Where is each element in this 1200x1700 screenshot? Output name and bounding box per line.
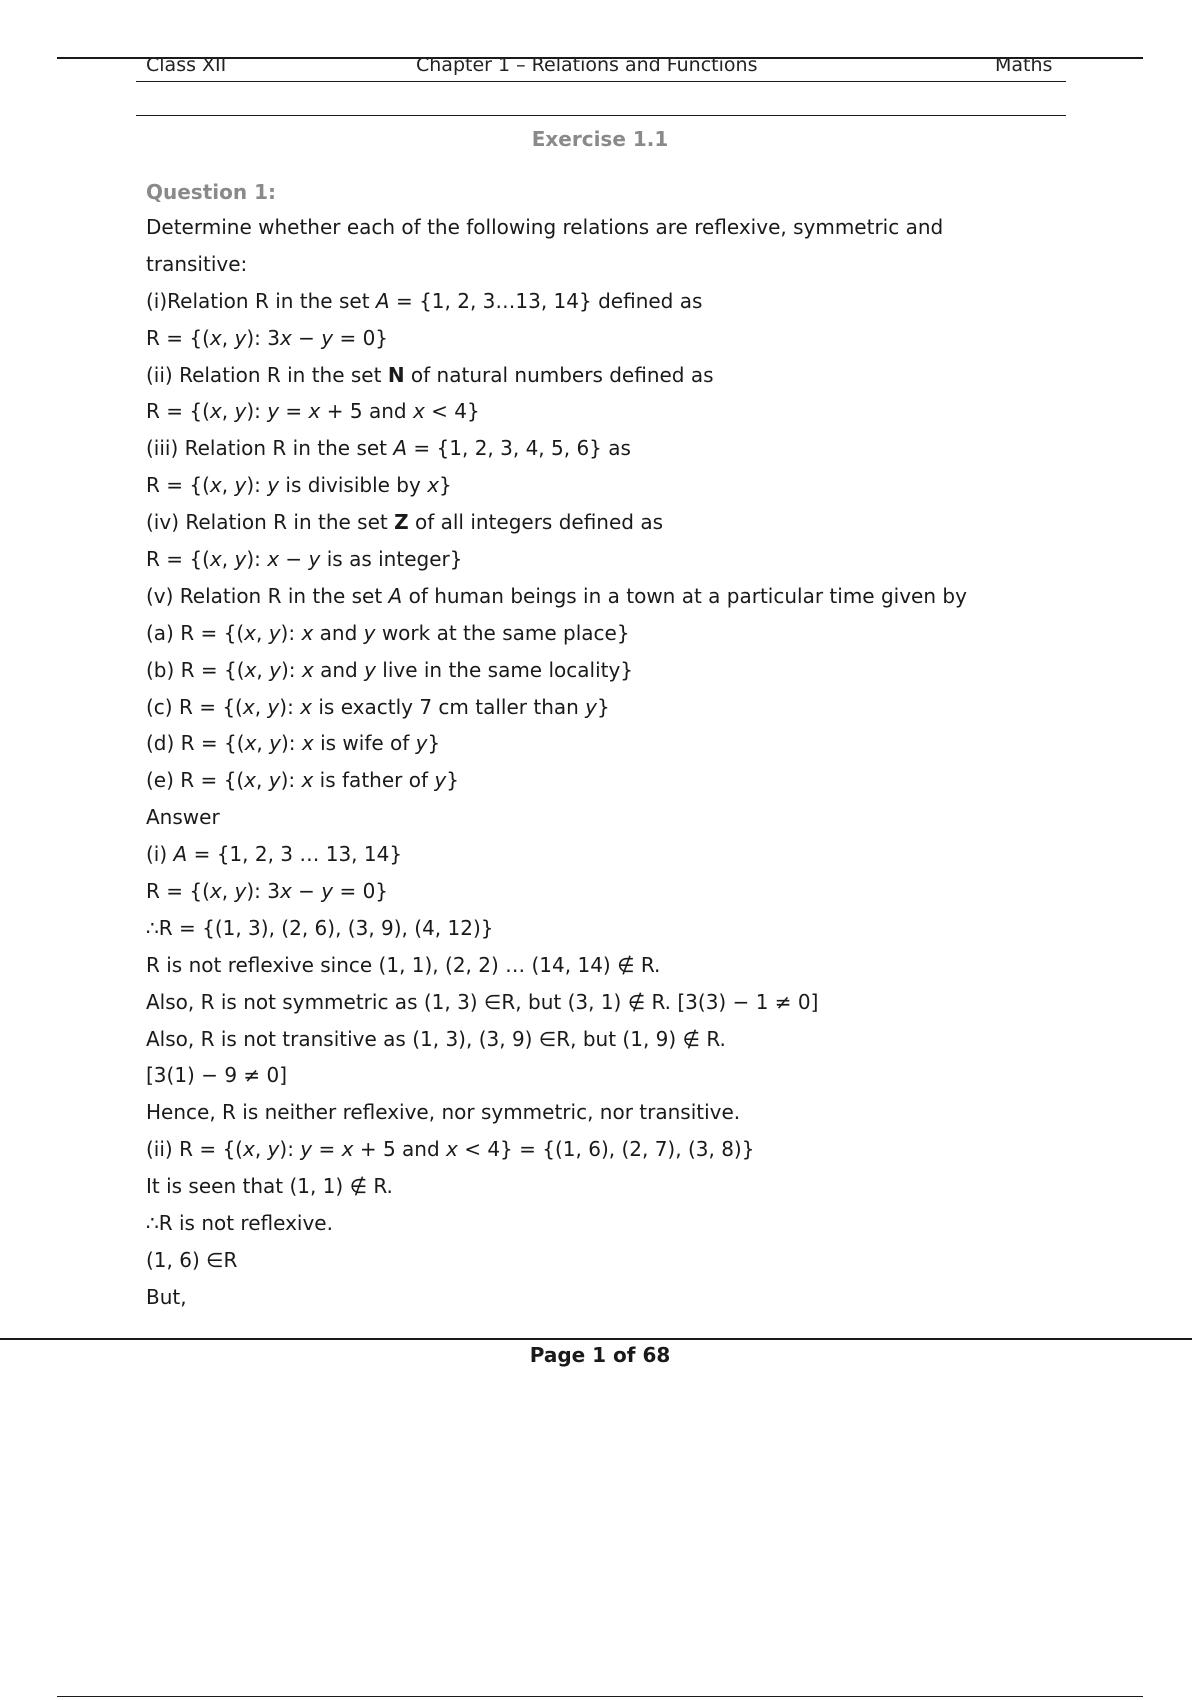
text-segment: (i) — [146, 842, 174, 867]
text-segment: < 4} = {(1, 6), (2, 7), (3, 8)} — [457, 1137, 755, 1162]
text-segment: A — [388, 583, 403, 608]
text-segment: y — [268, 620, 281, 645]
text-line — [146, 325, 1066, 362]
text-line — [146, 509, 1066, 546]
text-segment: y — [267, 694, 280, 719]
text-segment: < 4} — [424, 399, 480, 424]
text-segment: } — [427, 731, 441, 756]
text-segment: x — [301, 620, 314, 645]
text-segment: + 5 and — [353, 1137, 447, 1162]
text-segment: is father of — [313, 768, 435, 793]
text-segment: x — [300, 694, 313, 719]
text-line — [146, 878, 1066, 915]
text-segment: y — [268, 768, 281, 793]
text-segment: ): — [279, 1137, 301, 1162]
text-segment: x — [209, 879, 222, 904]
text-segment: , — [256, 657, 270, 682]
text-segment: A — [173, 842, 188, 867]
text-segment: It is seen that (1, 1) ∉ R. — [146, 1174, 393, 1199]
content-top-rule — [136, 115, 1066, 116]
text-line — [146, 583, 1066, 620]
text-segment: x — [209, 325, 222, 350]
text-line — [146, 989, 1066, 1026]
text-segment: Also, R is not transitive as (1, 3), (3, 9) ∈R, but (1, 9) ∉ R. — [146, 1026, 726, 1051]
text-segment: , — [221, 547, 235, 572]
text-line — [146, 767, 1066, 804]
text-segment: x — [244, 620, 256, 645]
text-segment: x — [209, 547, 222, 572]
text-segment: ): — [246, 473, 268, 498]
text-line — [146, 472, 1066, 509]
text-segment: } — [597, 694, 610, 719]
text-segment: (a) R = {( — [146, 620, 245, 645]
text-segment: Answer — [146, 805, 220, 830]
text-segment: (b) R = {( — [146, 657, 245, 682]
text-segment: , — [255, 620, 269, 645]
text-segment: y — [300, 1137, 313, 1162]
text-line — [146, 841, 1066, 878]
text-segment: , — [254, 1137, 268, 1162]
text-segment: x — [244, 768, 257, 793]
text-segment: = 0} — [333, 325, 389, 350]
text-segment: , — [221, 879, 235, 904]
text-segment: y — [269, 657, 281, 682]
text-segment: work at the same place} — [375, 620, 630, 645]
text-segment: y — [269, 731, 281, 756]
text-segment: , — [221, 473, 235, 498]
text-segment: and — [313, 620, 364, 645]
text-segment: x — [446, 1137, 458, 1162]
text-segment: , — [221, 399, 235, 424]
text-segment: = — [312, 1137, 342, 1162]
text-segment: (ii) Relation R in the set — [146, 362, 388, 387]
text-segment: y — [234, 325, 247, 350]
text-segment: x — [301, 731, 314, 756]
text-segment: x — [242, 694, 255, 719]
text-segment: y — [267, 473, 280, 498]
text-segment: (c) R = {( — [146, 694, 243, 719]
text-segment: (ii) R = {( — [146, 1137, 243, 1162]
text-segment: ∴R = {(1, 3), (2, 6), (3, 9), (4, 12)} — [146, 915, 494, 940]
text-line — [146, 694, 1066, 731]
text-segment: and — [313, 657, 365, 682]
text-segment: x — [244, 657, 257, 682]
text-segment: A — [393, 436, 408, 461]
text-segment: y — [234, 879, 247, 904]
text-segment: − — [291, 879, 322, 904]
text-segment: − — [279, 547, 309, 572]
text-segment: x — [244, 731, 257, 756]
text-line — [146, 1099, 1066, 1136]
text-segment: x — [308, 399, 321, 424]
text-segment: x — [209, 473, 222, 498]
text-line — [146, 1136, 1066, 1173]
text-segment: = {1, 2, 3 … 13, 14} — [187, 842, 403, 867]
text-segment: , — [254, 694, 268, 719]
text-line — [146, 730, 1066, 767]
text-segment: ∴R is not reflexive. — [146, 1211, 333, 1236]
text-segment: y — [234, 399, 247, 424]
text-segment: ): — [280, 768, 302, 793]
text-segment: = {1, 2, 3…13, 14} defined as — [389, 288, 703, 313]
text-segment: } — [446, 768, 459, 793]
text-segment: = {1, 2, 3, 4, 5, 6} as — [407, 436, 631, 461]
text-segment: (i)Relation R in the set — [146, 288, 376, 313]
text-segment: y — [434, 768, 447, 793]
text-line — [146, 657, 1066, 694]
text-segment: R is not reflexive since (1, 1), (2, 2) … (14, 14) ∉ R. — [146, 952, 661, 977]
text-line — [146, 288, 1066, 325]
text-segment: y — [308, 547, 321, 572]
text-segment: R = {( — [146, 325, 210, 350]
text-line — [146, 435, 1066, 472]
footer-rule — [0, 1338, 1192, 1340]
text-segment: y — [267, 1137, 280, 1162]
text-segment: But, — [146, 1284, 187, 1309]
text-segment: (d) R = {( — [146, 731, 245, 756]
text-segment: Determine whether each of the following relations are reflexive, symmetric and — [146, 215, 944, 239]
text-segment: ): — [280, 731, 302, 756]
question-title: Question 1: — [146, 180, 276, 204]
text-segment: of all integers defined as — [408, 510, 664, 535]
text-segment: y — [585, 694, 598, 719]
text-segment: x — [301, 768, 314, 793]
text-segment: x — [242, 1137, 255, 1162]
text-segment: (v) Relation R in the set — [146, 583, 389, 608]
text-segment: R = {( — [146, 879, 210, 904]
text-segment: , — [256, 731, 270, 756]
text-line — [146, 398, 1066, 435]
page-bottom-rule — [57, 1696, 1143, 1697]
text-segment: R = {( — [146, 473, 210, 498]
text-line — [146, 952, 1066, 989]
text-segment: (iv) Relation R in the set — [146, 510, 395, 535]
header-subject: Maths — [995, 54, 1053, 76]
text-line — [146, 214, 1066, 251]
text-segment: (e) R = {( — [146, 768, 245, 793]
text-segment: Hence, R is neither reflexive, nor symmetric, nor transitive. — [146, 1100, 741, 1125]
text-line — [146, 915, 1066, 952]
text-segment: x — [427, 473, 440, 498]
text-segment: − — [291, 325, 322, 350]
text-segment: , — [221, 325, 235, 350]
text-segment: , — [256, 768, 269, 793]
text-line — [146, 1284, 1066, 1321]
text-segment: is divisible by — [279, 473, 428, 498]
text-segment: N — [387, 362, 405, 387]
text-segment: transitive: — [146, 251, 248, 276]
text-segment: } — [439, 473, 452, 498]
text-segment: ): 3 — [246, 879, 280, 904]
text-segment: y — [321, 879, 334, 904]
text-segment: x — [412, 399, 425, 424]
text-segment: is as integer} — [320, 547, 463, 572]
text-line — [146, 1062, 1066, 1099]
text-line — [146, 804, 1066, 841]
document-body — [146, 214, 1066, 1321]
text-segment: R = {( — [146, 547, 210, 572]
text-segment: x — [267, 547, 280, 572]
text-segment: (iii) Relation R in the set — [146, 436, 394, 461]
text-line — [146, 546, 1066, 583]
text-segment: of natural numbers defined as — [404, 362, 714, 387]
text-segment: is exactly 7 cm taller than — [312, 694, 586, 719]
text-segment: live in the same locality} — [375, 657, 634, 682]
page-number: Page 1 of 68 — [529, 1343, 671, 1367]
text-line — [146, 1026, 1066, 1063]
text-segment: x — [279, 879, 292, 904]
text-line — [146, 251, 1066, 288]
text-segment: + 5 and — [320, 399, 413, 424]
text-segment: ): — [280, 620, 302, 645]
header-chapter: Chapter 1 – Relations and Functions — [416, 54, 758, 76]
text-segment: (1, 6) ∈R — [146, 1247, 238, 1272]
text-line — [146, 1210, 1066, 1247]
text-segment: x — [341, 1137, 354, 1162]
text-segment: A — [375, 288, 390, 313]
text-segment: [3(1) − 9 ≠ 0] — [146, 1063, 288, 1088]
text-segment: y — [234, 473, 247, 498]
exercise-title: Exercise 1.1 — [531, 127, 669, 151]
text-segment: y — [415, 731, 428, 756]
text-segment: ): 3 — [246, 325, 280, 350]
text-segment: Z — [394, 510, 409, 535]
text-segment: x — [301, 657, 314, 682]
text-segment: = — [279, 399, 309, 424]
text-segment: R = {( — [146, 399, 210, 424]
text-line — [146, 1173, 1066, 1210]
text-segment: y — [321, 325, 334, 350]
text-segment: y — [234, 547, 247, 572]
text-line — [146, 620, 1066, 657]
text-segment: ): — [280, 657, 302, 682]
text-segment: ): — [246, 547, 268, 572]
text-segment: = 0} — [333, 879, 389, 904]
header-class: Class XII — [146, 54, 227, 76]
text-segment: y — [364, 657, 376, 682]
text-line — [146, 362, 1066, 399]
text-segment: y — [267, 399, 280, 424]
text-segment: x — [279, 325, 292, 350]
text-segment: of human beings in a town at a particular time given by — [402, 583, 967, 608]
header-bottom-rule — [136, 81, 1066, 82]
text-segment: y — [363, 620, 376, 645]
text-segment: is wife of — [313, 731, 416, 756]
text-segment: ): — [279, 694, 301, 719]
text-segment: x — [209, 399, 222, 424]
text-segment: Also, R is not symmetric as (1, 3) ∈R, but (3, 1) ∉ R. [3(3) − 1 ≠ 0] — [146, 989, 819, 1014]
text-line — [146, 1247, 1066, 1284]
text-segment: ): — [246, 399, 268, 424]
